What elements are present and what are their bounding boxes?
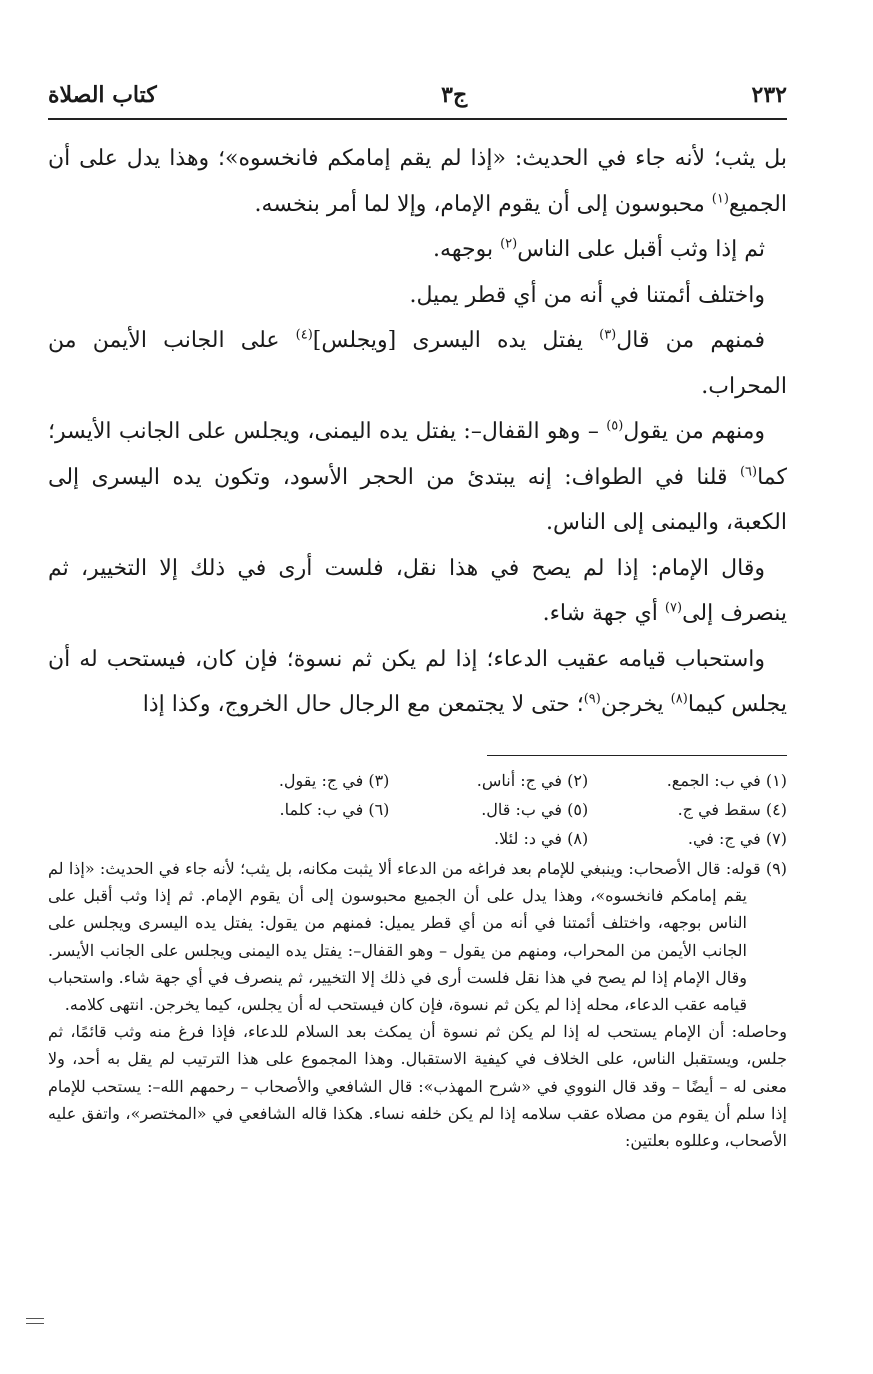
main-text — [48, 136, 787, 728]
footnote-3: (٣) في ج: يقول. — [278, 771, 390, 790]
running-header — [48, 72, 787, 108]
footnote-7: (٧) في ج: في. — [687, 829, 787, 848]
paragraph-2-text-a: ثم إذا وثب أقبل على الناس — [517, 237, 765, 262]
footnote-2: (٢) في ج: أناس. — [476, 771, 589, 790]
paragraph-4-text-c: على الجانب الأيمن من المحراب. — [48, 328, 787, 399]
paragraph-5-text-b: – وهو القفال–: يفتل يده اليمنى، ويجلس على الجانب الأيسر؛ كما — [48, 419, 787, 490]
paragraph-5-text-c: قلنا في الطواف: إنه يبتدئ من الحجر الأسود، وتكون يده اليسرى إلى الكعبة، واليمنى إلى الناس. — [48, 464, 787, 535]
paragraph-6 — [48, 546, 787, 637]
paragraph-2-text-b: بوجهه. — [433, 237, 501, 262]
paragraph-4 — [48, 318, 787, 409]
volume-label: ج٣ — [441, 82, 468, 108]
footnote-ref-8: (٨) — [670, 691, 688, 707]
long-footnote — [48, 855, 787, 1154]
footnote-8: (٨) في د: لئلا. — [494, 829, 589, 848]
paragraph-3-text: واختلف أئمتنا في أنه من أي قطر يميل. — [409, 282, 765, 308]
footnote-empty — [191, 824, 390, 853]
footnote-ref-6: (٦) — [739, 464, 758, 480]
paragraph-7-text-a: واستحباب قيامه عقيب الدعاء؛ إذا لم يكن ثم نسوة؛ فإن كان، فيستحب له أن يجلس كيما — [48, 646, 787, 717]
paragraph-4-text-a: فمنهم من قال — [616, 328, 765, 353]
footnote-9: (٩) قوله: قال الأصحاب: وينبغي للإمام بعد فراغه من الدعاء ألا يثبت مكانه، بل يثب؛ لأنه جاء في الحديث: «إذا لم يقم إمامكم فانخسوه»، وهذا يدل على أن الجميع محبوسون إلى أن يقوم الإمام. ثم إذا وثب أقبل على الناس بوجهه، واختلف أئمتنا في أنه من أي قطر يميل: فمنهم من يقول: يفتل يده اليسرى ويجلس على الجانب الأيمن من المحراب، ومنهم من يقول – وهو القفال–: يفتل يده اليمنى ويجلس على الجانب الأيسر. وقال الإمام إذا لم يصح في هذا نقل فلست أرى في ذلك إلا التخيير، ثم ينصرف في أي جهة شاء. واستحباب قيامه عقب الدعاء، محله إذا لم يكن ثم نسوة، فإن كان فيستحب له أن يجلس، كيما يخرجن. انتهى كلامه. — [48, 859, 787, 1015]
footnote-ref-9: (٩) — [583, 691, 601, 707]
header-rule — [48, 118, 787, 120]
paragraph-1 — [48, 136, 787, 227]
paragraph-7-text-c: ؛ حتى لا يجتمعن مع الرجال حال الخروج، وكذا إذا — [142, 692, 584, 717]
footnote-ref-1: (١) — [711, 191, 729, 207]
footnote-row — [190, 766, 787, 795]
footnote-row — [190, 824, 787, 853]
paragraph-1-text-b: محبوسون إلى أن يقوم الإمام، وإلا لما أمر بنخسه. — [254, 191, 712, 217]
book-title: كتاب الصلاة — [48, 82, 157, 108]
page-number: ٢٣٢ — [751, 82, 787, 108]
footnote-ref-3: (٣) — [599, 327, 617, 343]
footnote-ref-4: (٤) — [295, 327, 313, 343]
footnote-4: (٤) سقط في ج. — [677, 800, 787, 819]
short-footnotes — [190, 766, 787, 853]
paragraph-7 — [48, 637, 787, 728]
footnote-ref-7: (٧) — [664, 600, 683, 616]
footnote-ref-2: (٢) — [500, 236, 518, 252]
footnote-6: (٦) في ب: كلما. — [279, 800, 390, 819]
paragraph-7-text-b: يخرجن — [600, 692, 671, 717]
paragraph-6-text-b: أي جهة شاء. — [542, 601, 665, 626]
paragraph-4-text-b: يفتل يده اليسرى [ويجلس] — [312, 328, 600, 353]
footnote-ref-5: (٥) — [606, 418, 624, 434]
footnote-9-continuation: وحاصله: أن الإمام يستحب له إذا لم يكن ثم نسوة أن يمكث بعد السلام للدعاء، فإذا فرغ منه وثب قائمًا، ثم جلس، ويستقبل الناس، على الخلاف في كيفية الاستقبال. وهذا المجموع على هذا الترتيب لم يقل به أحد، ولا معنى له – أيضًا – وقد قال النووي في «شرح المهذب»: قال الشافعي والأصحاب – رحمهم الله–: يستحب للإمام إذا سلم أن يقوم من مصلاه عقب سلامه إذا لم يكن خلفه نساء. هكذا قاله الشافعي في «المختصر»، واتفق عليه الأصحاب، وعللوه بعلتين: — [48, 1022, 787, 1151]
paragraph-3 — [48, 273, 787, 319]
footnote-1: (١) في ب: الجمع. — [666, 771, 787, 790]
footnote-row — [190, 795, 787, 824]
paragraph-2 — [48, 227, 787, 273]
footnote-5: (٥) في ب: قال. — [481, 800, 589, 819]
paragraph-5-text-a: ومنهم من يقول — [623, 419, 765, 444]
margin-mark — [26, 1318, 44, 1324]
paragraph-5 — [48, 409, 787, 546]
paragraph-6-text-a: وقال الإمام: إذا لم يصح في هذا نقل، فلست أرى في ذلك إلا التخيير، ثم ينصرف إلى — [48, 555, 787, 626]
paragraph-1-text-a: بل يثب؛ لأنه جاء في الحديث: «إذا لم يقم إمامكم فانخسوه»؛ وهذا يدل على أن الجميع — [48, 146, 787, 217]
footnote-rule — [487, 755, 787, 756]
